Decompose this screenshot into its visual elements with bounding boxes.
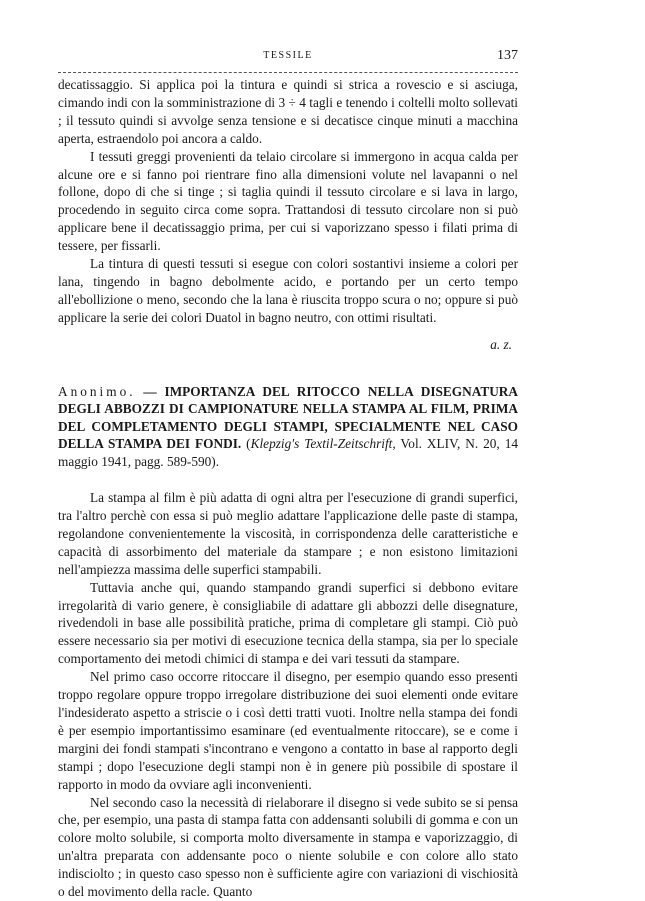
source-journal: Klepzig's Textil-Zeitschrift, xyxy=(250,436,396,452)
running-title: TESSILE xyxy=(263,50,313,61)
article-title: — IMPORTANZA DEL RITOCCO NELLA DISEGNATURA DEGLI ABBOZZI DI CAMPIONATURE NELLA STAMPA AL FILM, PRIMA DEL COMPLETAMENTO DEGLI STAMPI, SPECIALMENTE NEL CASO DELLA STAMPA DEI FONDI. xyxy=(58,383,519,452)
paragraph: I tessuti greggi provenienti da telaio circolare si immergono in acqua calda per alcune ore e si fanno poi rientrare fino alla dimensioni volute nel lavapanni o nel follone, dopo di che si tinge ; si taglia quindi il tessuto circolare e si lava in largo, procedendo in seguito circa come sopra. Trattandosi di tessuto circolare non si può applicare bene il decatissaggio prima, per cui si vaporizzano spesso i filati prima di tessere, per fissarli. xyxy=(58,148,518,254)
paragraph: decatissaggio. Si applica poi la tintura e quindi si strica a rovescio e si asciuga, cimando indi con la somministrazione di 3 ÷ 4 tagli e tenendo i coltelli molto sollevati ; il tessuto quindi si avvolge senza tensione e si decatisce cinque minuti a macchina aperta, estraendolo poi ancora a caldo. xyxy=(58,77,518,146)
page-body xyxy=(58,76,518,901)
paragraph: Nel secondo caso la necessità di rielaborare il disegno si vede subito se si pensa che, per esempio, una pasta di stampa fatta con addensanti solubili di gomma e con un colore molto solubile, si comporta molto diversamente in stampa e vaporizzaggio, di un'altra preparata con addensante poco o niente solubile e con colore allo stato indisciolto ; in questo caso spesso non è sufficiente agire con variazioni di vischiosità o del movimento della racle. Quanto xyxy=(58,794,518,900)
page-number: 137 xyxy=(497,48,518,63)
page-header xyxy=(58,48,518,66)
header-rule xyxy=(58,72,518,73)
source-open: ( xyxy=(246,436,251,452)
article-title-block xyxy=(58,383,518,471)
paragraph: La stampa al film è più adatta di ogni altra per l'esecuzione di grandi superfici, tra l'altro perchè con essa si può meglio adattare l'applicazione delle paste di stampa, regolandone convenientemente la viscosità, in corrispondenza delle caratteristiche e capacità di assorbimento del materiale da stampare ; e non esistono limitazioni nell'ampiezza massima delle superfici stampabili. xyxy=(58,490,518,577)
paragraph: La tintura di questi tessuti si esegue con colori sostantivi insieme a colori per lana, tingendo in bagno debolmente acido, e portando per un certo tempo all'ebollizione o meno, secondo che la lana è riuscita troppo scura o no; oppure si può applicare la serie dei colori Duatol in bagno neutro, con ottimi risultati. xyxy=(58,256,518,325)
paragraph: Tuttavia anche qui, quando stampando grandi superfici si debbono evitare irregolarità di vario genere, è consigliabile di adattare gli abbozzi delle disegnature, rivedendoli in base alle possibilità pratiche, prima di completare gli stampi. Ciò può essere necessario sia per motivi di esecuzione tecnica della stampa, sia per lo speciale comportamento dei metodi chimici di stampa e dei vari tessuti da stampare. xyxy=(58,579,518,667)
paragraph: Nel primo caso occorre ritoccare il disegno, per esempio quando esso presenti troppo regolare oppure troppo irregolare distribuzione dei suoi elementi onde evitare l'indesiderato aspetto a striscie o i così detti tratti vuoti. Inoltre nella stampa dei fondi è per esempio importantissimo esaminare (ed eventualmente ritoccare), se e come i margini dei fondi stampati s'incontrano e vengono a contatto in base al rapporto degli stampi ; dopo l'esecuzione degli stampi non è in genere più possibile di spostare il rapporto in modo da ovviare agli inconvenienti. xyxy=(58,669,518,792)
signature: a. z. xyxy=(490,336,512,352)
article-body xyxy=(58,489,518,901)
article-author: Anonimo. xyxy=(58,383,136,399)
source-rest: Vol. XLIV, N. 20, 14 maggio 1941, pagg. 589-590). xyxy=(58,436,519,469)
